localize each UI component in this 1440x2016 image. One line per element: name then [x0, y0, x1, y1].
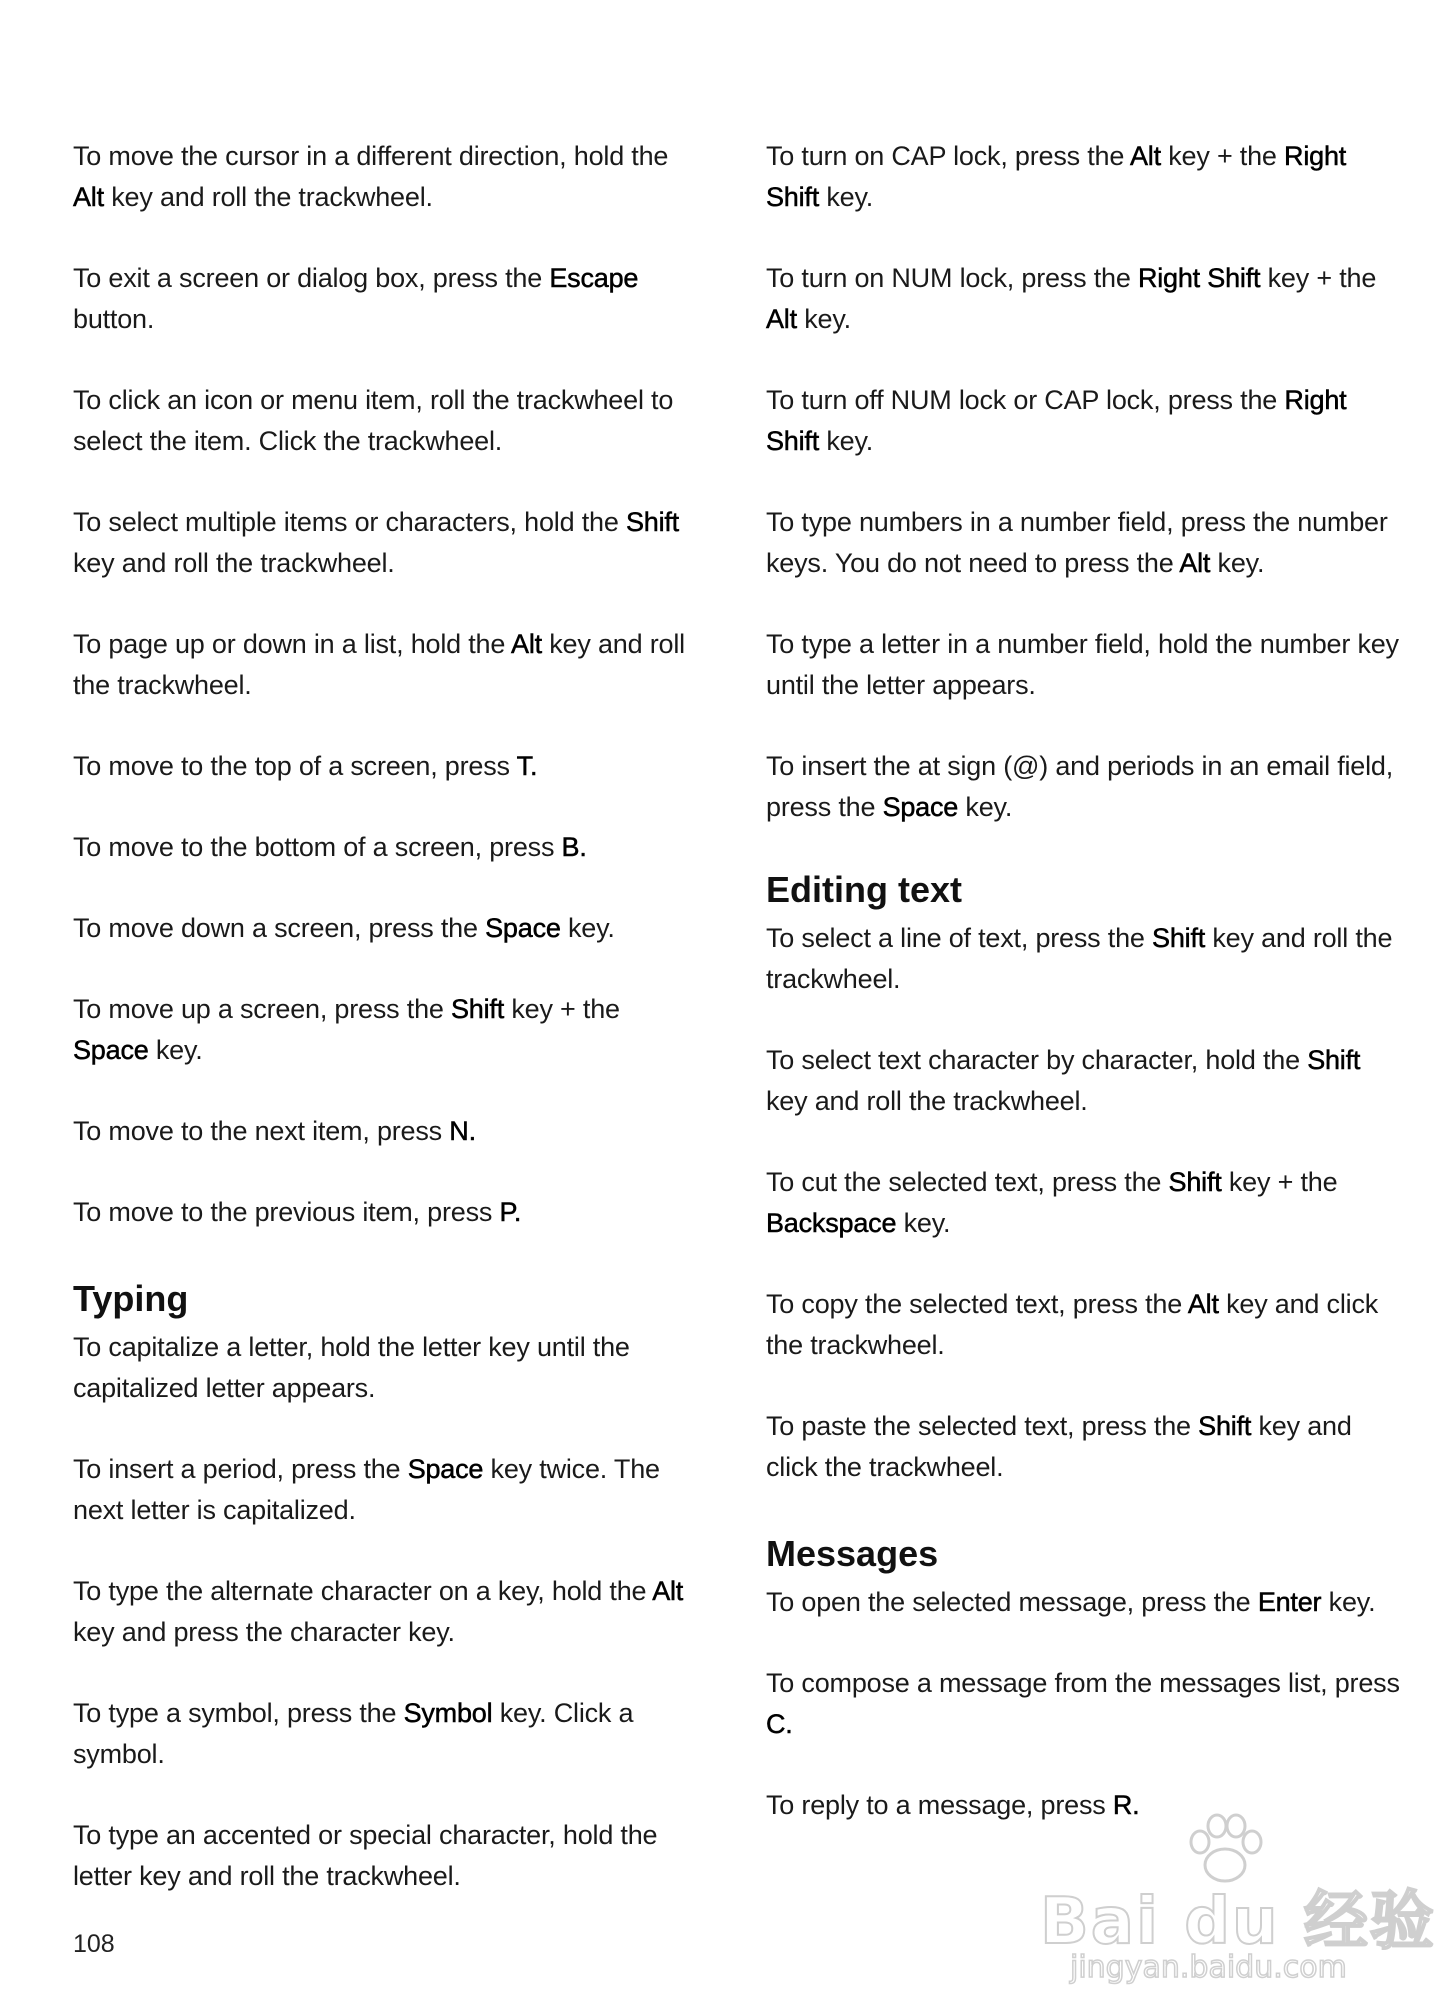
section-heading: Messages [766, 1533, 939, 1574]
key-name: Space [407, 1454, 484, 1484]
key-name: C. [766, 1709, 793, 1739]
paragraph-text: To page up or down in a list, hold the [73, 629, 512, 659]
paragraph-text: To type an accented or special character, hold the letter key and roll the trackwheel. [73, 1820, 658, 1891]
paragraph-text: key and roll the trackwheel. [103, 182, 433, 212]
paragraph-text: To select text character by character, hold the [766, 1045, 1308, 1075]
paragraph-text: To type a symbol, press the [73, 1698, 404, 1728]
paragraph-text: key. Click a symbol. [73, 1698, 634, 1769]
paragraph-text: To compose a message from the messages list, press [766, 1668, 1400, 1698]
paragraph-text: key and click the trackwheel. [766, 1411, 1352, 1482]
instruction-paragraph [766, 1040, 1406, 1122]
instruction-paragraph [73, 908, 693, 949]
section-heading: Editing text [766, 869, 962, 910]
key-name: Shift [1152, 923, 1206, 953]
paragraph-text: key. [1321, 1587, 1376, 1617]
left-column [73, 136, 693, 1937]
paragraph-text: key. [819, 182, 874, 212]
key-name: Enter [1257, 1587, 1322, 1617]
instruction-paragraph [73, 380, 693, 462]
section-heading: Typing [73, 1278, 189, 1319]
instruction-paragraph [766, 918, 1406, 1000]
paragraph-text: To move to the next item, press [73, 1116, 450, 1146]
paragraph-text: key + the [1160, 141, 1285, 171]
paragraph-text: To move to the top of a screen, press [73, 751, 517, 781]
instruction-paragraph [73, 1815, 693, 1897]
key-name: B. [561, 832, 587, 862]
instruction-paragraph [73, 1693, 693, 1775]
key-name: Alt [652, 1576, 684, 1606]
paragraph-text: key. [560, 913, 615, 943]
key-name: R. [1112, 1790, 1140, 1820]
paragraph-text: To copy the selected text, press the [766, 1289, 1188, 1319]
paragraph-text: To turn on NUM lock, press the [766, 263, 1138, 293]
instruction-paragraph [766, 258, 1406, 340]
instruction-paragraph [766, 502, 1406, 584]
paragraph-text: button. [73, 304, 155, 334]
key-name: Alt [1130, 141, 1161, 171]
paragraph-text: key and click the trackwheel. [766, 1289, 1379, 1360]
instruction-paragraph [73, 1327, 693, 1409]
paragraph-text: key and roll the trackwheel. [73, 629, 685, 700]
paragraph-text: To insert the at sign (@) and periods in an email field, press the [766, 751, 1394, 822]
paragraph-text: To type numbers in a number field, press the number keys. You do not need to press the [766, 507, 1388, 578]
watermark-brand: Bai du 经验 [1040, 1885, 1436, 1959]
paragraph-text: To move down a screen, press the [73, 913, 486, 943]
key-name: Shift [1168, 1167, 1222, 1197]
paragraph-text: To turn off NUM lock or CAP lock, press the [766, 385, 1285, 415]
key-name: Alt [1179, 548, 1211, 578]
key-name: Symbol [403, 1698, 493, 1728]
paragraph-text: To insert a period, press the [73, 1454, 408, 1484]
key-name: Right Shift [1137, 263, 1261, 293]
key-name: Right Shift [766, 141, 1347, 212]
instruction-paragraph [73, 1111, 693, 1152]
instruction-paragraph [766, 1284, 1406, 1366]
paragraph-text: To move to the previous item, press [73, 1197, 500, 1227]
instruction-paragraph [73, 1192, 693, 1233]
paragraph-text: To click an icon or menu item, roll the trackwheel to select the item. Click the trackwheel. [73, 385, 674, 456]
key-name: Right Shift [766, 385, 1347, 456]
instruction-paragraph [73, 746, 693, 787]
instruction-paragraph [766, 1663, 1406, 1745]
key-name: Space [882, 792, 959, 822]
paragraph-text: key. [819, 426, 874, 456]
instruction-paragraph [766, 1785, 1406, 1826]
instruction-paragraph [73, 989, 693, 1071]
key-name: N. [449, 1116, 476, 1146]
paragraph-text: key. [958, 792, 1013, 822]
paragraph-text: To paste the selected text, press the [766, 1411, 1199, 1441]
paragraph-text: key and roll the trackwheel. [766, 1086, 1088, 1116]
instruction-paragraph [73, 1449, 693, 1531]
paragraph-text: To type the alternate character on a key, hold the [73, 1576, 653, 1606]
key-name: Alt [511, 629, 542, 659]
paragraph-text: key and roll the trackwheel. [73, 548, 395, 578]
key-name: Space [73, 1035, 149, 1065]
paragraph-text: key and press the character key. [73, 1617, 455, 1647]
instruction-paragraph [766, 746, 1406, 828]
instruction-paragraph [766, 136, 1406, 218]
paragraph-text: key. [896, 1208, 951, 1238]
key-name: Shift [1307, 1045, 1361, 1075]
key-name: T. [516, 751, 538, 781]
paragraph-text: key + the [1260, 263, 1377, 293]
paragraph-text: key + the [504, 994, 620, 1024]
instruction-paragraph [73, 136, 693, 218]
key-name: Escape [549, 263, 639, 293]
paragraph-text: To move up a screen, press the [73, 994, 451, 1024]
paragraph-text: To select multiple items or characters, hold the [73, 507, 626, 537]
paragraph-text: key. [148, 1035, 203, 1065]
paragraph-text: To move the cursor in a different direction, hold the [73, 141, 669, 171]
page-number: 108 [73, 1930, 115, 1958]
paragraph-text: To cut the selected text, press the [766, 1167, 1169, 1197]
key-name: Shift [451, 994, 505, 1024]
instruction-paragraph [73, 258, 693, 340]
key-name: Space [485, 913, 561, 943]
paragraph-text: key twice. The next letter is capitalized. [73, 1454, 660, 1525]
instruction-paragraph [766, 1162, 1406, 1244]
right-column [766, 136, 1406, 1866]
key-name: Backspace [766, 1208, 897, 1238]
instruction-paragraph [766, 1582, 1406, 1623]
key-name: Shift [625, 507, 679, 537]
key-name: Shift [1198, 1411, 1252, 1441]
paragraph-text: To type a letter in a number field, hold the number key until the letter appears. [766, 629, 1399, 700]
paragraph-text: key. [796, 304, 851, 334]
instruction-paragraph [766, 624, 1406, 706]
key-name: Alt [766, 304, 797, 334]
instruction-paragraph [766, 380, 1406, 462]
instruction-paragraph [73, 827, 693, 868]
instruction-paragraph [73, 502, 693, 584]
paragraph-text: To reply to a message, press [766, 1790, 1113, 1820]
instruction-paragraph [73, 1571, 693, 1653]
paragraph-text: key and roll the trackwheel. [766, 923, 1393, 994]
instruction-paragraph [73, 624, 693, 706]
key-name: Alt [1187, 1289, 1219, 1319]
key-name: P. [499, 1197, 522, 1227]
key-name: Alt [73, 182, 104, 212]
paragraph-text: To move to the bottom of a screen, press [73, 832, 562, 862]
paragraph-text: key + the [1221, 1167, 1338, 1197]
paragraph-text: To turn on CAP lock, press the [766, 141, 1130, 171]
paragraph-text: To select a line of text, press the [766, 923, 1153, 953]
paragraph-text: To exit a screen or dialog box, press the [73, 263, 550, 293]
instruction-paragraph [766, 1406, 1406, 1488]
paragraph-text: key. [1210, 548, 1265, 578]
watermark-url: jingyan.baidu.com [1070, 1950, 1347, 1985]
paragraph-text: To open the selected message, press the [766, 1587, 1258, 1617]
paragraph-text: To capitalize a letter, hold the letter key until the capitalized letter appears. [73, 1332, 630, 1403]
